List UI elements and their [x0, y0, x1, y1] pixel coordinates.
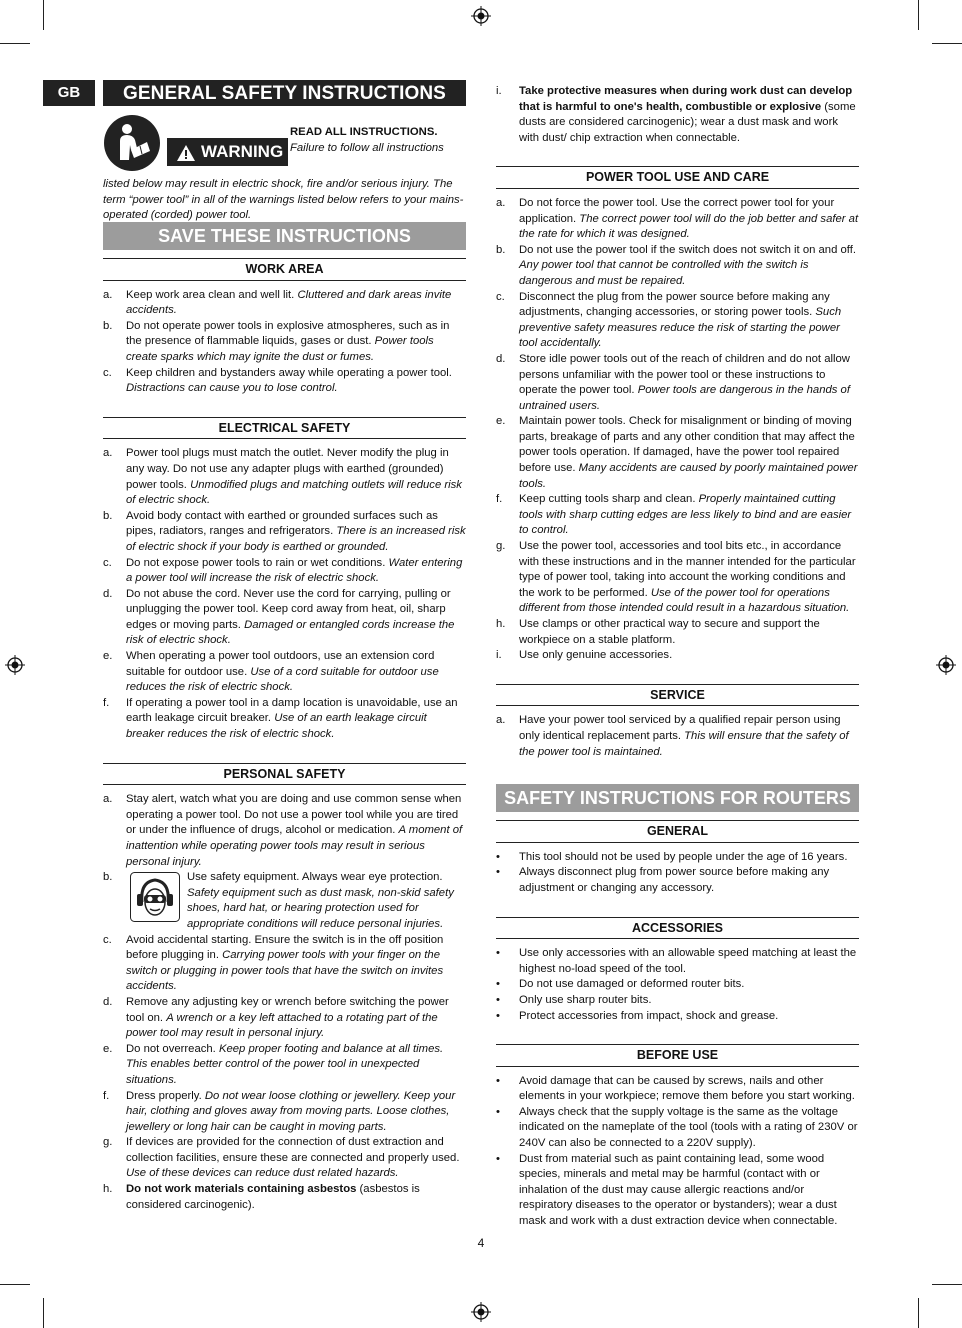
save-instructions-banner: SAVE THESE INSTRUCTIONS: [103, 222, 466, 250]
list-item-text: If devices are provided for the connection of dust extraction and collection facilities, ensure these are connected and properly used.: [126, 1136, 460, 1164]
warning-triangle-icon: [177, 145, 195, 161]
list-item-italic: There is an increased risk of electric shock if your body is earthed or grounded.: [126, 525, 466, 553]
list-item-text: Keep children and bystanders away while operating a power tool.: [126, 366, 452, 379]
list-item-text: Protect accessories from impact, shock and grease.: [519, 1009, 779, 1022]
list-item-label: h.: [496, 618, 506, 630]
list-item: [103, 1182, 466, 1213]
list-item-italic: A wrench or a key left attached to a rotating part of the power tool may result in personal injury.: [126, 1011, 438, 1040]
registration-mark-icon: [936, 655, 956, 675]
list-item: [496, 865, 859, 896]
registration-mark-icon: [471, 6, 491, 26]
list-item: [496, 1009, 859, 1025]
list-item-italic: Use of an earth leakage circuit breaker reduces the risk of electric shock.: [126, 712, 427, 741]
general-heading: GENERAL: [496, 820, 859, 843]
accessories-heading: ACCESSORIES: [496, 917, 859, 940]
registration-mark-icon: [471, 1302, 491, 1322]
list-item-italic: Water entering a power tool will increase the risk of electric shock.: [126, 556, 463, 585]
personal-heading: PERSONAL SAFETY: [103, 763, 466, 786]
list-item-label: f.: [103, 1089, 110, 1102]
list-item-text: If operating a power tool in a damp location is unavoidable, use an earth leakage circuit breaker.: [126, 696, 458, 725]
list-item-label: •: [496, 1105, 500, 1118]
list-item-label: d.: [103, 995, 113, 1008]
warning-label-text: WARNING: [201, 142, 284, 161]
list-item: [496, 648, 859, 664]
list-item: [496, 850, 859, 866]
list-item-italic: Properly maintained cutting tools with sharp cutting edges are less likely to bind and are easier to control.: [519, 493, 852, 537]
electrical-heading: ELECTRICAL SAFETY: [103, 417, 466, 440]
list-item-label: •: [496, 1152, 500, 1165]
list-item-text: Use only accessories with an allowable speed matching at least the highest no-load speed of the tool.: [519, 947, 857, 975]
list-item-label: e.: [103, 650, 113, 663]
list-item-label: g.: [103, 1136, 113, 1149]
list-item-label: b.: [103, 319, 113, 332]
crop-mark: [43, 1298, 44, 1328]
list-item: [496, 414, 859, 492]
warning-block: [103, 114, 466, 222]
list-item: [103, 696, 466, 743]
list-item: [103, 556, 466, 587]
crop-mark: [932, 1284, 962, 1285]
list-item: [103, 509, 466, 556]
list-item-label: c.: [496, 290, 505, 303]
list-item-label: a.: [103, 288, 113, 301]
list-item: [103, 319, 466, 366]
warning-text: [290, 125, 466, 156]
electrical-list: [103, 446, 466, 742]
list-item-label: •: [496, 1009, 500, 1022]
list-item-label: •: [496, 978, 500, 991]
list-item-italic: This will ensure that the safety of the power tool is maintained.: [519, 729, 849, 758]
list-item-text: Disconnect the plug from the power source before making any adjustments, changing accessories, or storing power tools.: [519, 290, 830, 319]
list-item-text: Do not overreach.: [126, 1042, 219, 1055]
list-item-text: Use the power tool, accessories and tool bits etc., in accordance with these instructions and in the manner intended for the particular type of power tool, taking into account the working conditions and the work to be performed.: [519, 540, 856, 599]
list-item-text: Avoid accidental starting. Ensure the switch is in the off position before plugging in.: [126, 933, 444, 962]
before-use-list: [496, 1074, 859, 1230]
list-item-label: e.: [496, 415, 506, 428]
crop-mark: [0, 43, 30, 44]
general-list: [496, 850, 859, 897]
service-list: [496, 713, 859, 760]
list-item-label: •: [496, 993, 500, 1006]
list-item-text: Store idle power tools out of the reach of children and do not allow persons unfamiliar with the power tool or these instructions to operate the power tool.: [519, 352, 850, 397]
list-item-text: Do not expose power tools to rain or wet conditions.: [126, 556, 389, 569]
list-item: [496, 993, 859, 1009]
crop-mark: [0, 1284, 30, 1285]
list-item: [103, 1135, 466, 1182]
list-item-text: Maintain power tools. Check for misalignment or binding of moving parts, breakage of parts and any other condition that may affect the power tools operation. If damaged, have the power tool repaired before use.: [519, 415, 855, 475]
list-item-text: Dust from material such as paint containing lead, some wood species, minerals and metal may be harmful (contact with or inhalation of the dust may cause allergic reactions and/or respiratory diseases to the operator or bystanders); wear a dust mask and work with a dust extraction device when connectable.: [519, 1152, 838, 1228]
list-item-italic: Keep proper footing and balance at all times. This enables better control of the power tool in unexpected situations.: [126, 1042, 444, 1086]
list-item-label: a.: [496, 714, 506, 727]
list-item-text: Do not operate power tools in explosive atmospheres, such as in the presence of flammable liquids, gases or dust.: [126, 319, 450, 348]
accessories-list: [496, 946, 859, 1024]
list-item: [103, 933, 466, 995]
list-item-text: Use clamps or other practical way to secure and support the workpiece on a stable platform.: [519, 618, 820, 646]
list-item: [103, 587, 466, 649]
left-column: [103, 80, 466, 1213]
list-item-label: b.: [496, 243, 506, 256]
list-item-label: d.: [496, 352, 506, 365]
list-item-italic: Carrying power tools with your finger on the switch or plugging in power tools that have the switch on invites accidents.: [126, 949, 444, 993]
list-item: [103, 792, 466, 870]
registration-mark-icon: [5, 655, 25, 675]
list-item: [496, 492, 859, 539]
list-item: [103, 1042, 466, 1089]
list-item-italic: Power tools create sparks which may ignite the dust or fumes.: [126, 335, 434, 363]
list-item-text: (some dusts are considered carcinogenic); wear a dust mask and work with dust/ chip extraction when connectable.: [519, 100, 856, 144]
list-item-italic: Any power tool that cannot be controlled with the switch is dangerous and must be repaired.: [519, 259, 809, 287]
list-item-text: Power tool plugs must match the outlet. Never modify the plug in any way. Do not use any adapter plugs with earthed (grounded) power tools.: [126, 447, 449, 491]
list-item-text: When operating a power tool outdoors, use an extension cord suitable for outdoor use.: [126, 650, 435, 678]
list-item-label: h.: [103, 1183, 113, 1196]
list-item-label: •: [496, 866, 500, 879]
list-item-label: b.: [103, 871, 113, 884]
list-item-text: Stay alert, watch what you are doing and use common sense when operating a power tool. Do not use a power tool while you are tired or under the influence of drugs, alcohol or medication.: [126, 793, 462, 837]
list-item-italic: Damaged or entangled cords increase the risk of electric shock.: [126, 618, 455, 647]
list-item-label: f.: [103, 696, 110, 709]
right-column: [496, 84, 859, 1230]
list-item-italic: The correct power tool will do the job better and safer at the rate for which it was designed.: [519, 212, 859, 241]
language-tab: GB: [43, 80, 95, 106]
list-item-text: Always disconnect plug from power source before making any adjustment or changing any accessory.: [519, 866, 830, 894]
list-item-label: f.: [496, 493, 503, 506]
list-item-text: Use only genuine accessories.: [519, 649, 673, 662]
list-item-text: Have your power tool serviced by a qualified repair person using only identical replacement parts.: [519, 714, 841, 742]
personal-list: [103, 933, 466, 1183]
list-item-text: Keep work area clean and well lit.: [126, 288, 298, 301]
list-item-label: a.: [103, 793, 113, 806]
list-item-text: Do not force the power tool. Use the correct power tool for your application.: [519, 196, 835, 225]
list-item-text: Only use sharp router bits.: [519, 993, 652, 1006]
list-item-bold: Take protective measures when during work dust can develop that is harmful to one's health, combustible or explosive: [519, 85, 853, 113]
list-item-italic: Use of these devices can reduce dust related hazards.: [126, 1167, 399, 1180]
list-item: [103, 446, 466, 508]
list-item-italic: Do not wear loose clothing or jewellery. Keep your hair, clothing and gloves away from moving parts. Loose clothes, jewellery or long hair can be caught in moving parts.: [126, 1089, 456, 1133]
list-item: [103, 366, 466, 397]
tool-use-heading: POWER TOOL USE AND CARE: [496, 166, 859, 189]
list-item-text: Dress properly.: [126, 1089, 205, 1102]
list-item-italic: Many accidents are caused by poorly maintained power tools.: [519, 462, 858, 490]
before-use-heading: BEFORE USE: [496, 1044, 859, 1067]
list-item-text: Keep cutting tools sharp and clean.: [519, 493, 699, 506]
crop-mark: [932, 43, 962, 44]
list-item: [496, 1152, 859, 1230]
list-item-label: e.: [103, 1042, 113, 1055]
warning-text-b: listed below may result in electric shock, fire and/or serious injury. The term “power tool” in all of the warnings listed below refers to your mains-operated (corded) power tool.: [103, 178, 464, 222]
list-item-label: •: [496, 947, 500, 960]
list-item-text: Do not use the power tool if the switch does not switch it on and off.: [519, 243, 857, 256]
list-item-label: a.: [103, 447, 113, 460]
list-item: [496, 243, 859, 290]
list-item: [496, 617, 859, 648]
list-item-text: Do not abuse the cord. Never use the cord for carrying, pulling or unplugging the power tool. Keep cord away from heat, oil, sharp edges or moving parts.: [126, 587, 451, 631]
list-item: [103, 995, 466, 1042]
list-item-italic: Use of a cord suitable for outdoor use reduces the risk of electric shock.: [126, 665, 439, 694]
list-item-italic: Power tools are dangerous in the hands of untrained users.: [519, 384, 850, 412]
list-item-label: d.: [103, 587, 113, 600]
list-item: [496, 352, 859, 414]
eye-protection-icon: [130, 872, 180, 922]
list-item-label: •: [496, 1074, 500, 1087]
list-item-label: i.: [496, 649, 502, 662]
list-item-label: c.: [103, 933, 112, 946]
work-area-list: [103, 288, 466, 397]
warning-label: [167, 138, 288, 166]
list-item: [103, 288, 466, 319]
list-item: [496, 539, 859, 617]
tool-use-list: [496, 196, 859, 664]
list-item: [496, 84, 859, 146]
warning-text-a: Failure to follow all instructions: [290, 141, 444, 154]
list-item-text: Use safety equipment. Always wear eye protection.: [187, 871, 443, 884]
list-item-text: Remove any adjusting key or wrench before switching the power tool on.: [126, 995, 449, 1024]
list-item-label: •: [496, 850, 500, 863]
work-area-heading: WORK AREA: [103, 258, 466, 281]
list-item-italic: Use of the power tool for operations different from those intended could result in a hazardous situation.: [519, 586, 850, 615]
list-item: [496, 977, 859, 993]
list-item-text: This tool should not be used by people under the age of 16 years.: [519, 850, 848, 863]
page-title: GENERAL SAFETY INSTRUCTIONS: [103, 80, 466, 106]
list-item: [103, 649, 466, 696]
list-item-italic: Unmodified plugs and matching outlets will reduce risk of electric shock.: [126, 478, 462, 507]
list-item-label: a.: [496, 196, 506, 209]
list-item-label: b.: [103, 509, 113, 522]
list-item-label: c.: [103, 556, 112, 569]
list-item: [103, 1089, 466, 1136]
list-item-text: (asbestos is considered carcinogenic).: [126, 1183, 420, 1211]
list-item-italic: Cluttered and dark areas invite accidents.: [126, 288, 452, 317]
crop-mark: [918, 1298, 919, 1328]
list-item-text: Avoid body contact with earthed or grounded surfaces such as pipes, radiators, ranges and refrigerators.: [126, 509, 438, 538]
routers-banner: SAFETY INSTRUCTIONS FOR ROUTERS: [496, 784, 859, 812]
crop-mark: [43, 0, 44, 30]
list-item: [496, 1074, 859, 1105]
list-item-italic: A moment of inattention while operating power tools may result in serious personal injury.: [126, 824, 463, 868]
list-item: [496, 196, 859, 243]
read-manual-icon: [103, 114, 161, 172]
crop-mark: [918, 0, 919, 30]
list-item: [496, 1105, 859, 1152]
page-number: 4: [477, 1236, 485, 1250]
list-item-italic: Such preventive safety measures reduce the risk of starting the power tool accidentally.: [519, 306, 842, 350]
list-item-label: c.: [103, 366, 112, 379]
list-item-text: Always check that the supply voltage is the same as the voltage indicated on the nameplate of the tool (tools with a rating of 230V or 240V can also be connected to a 220V supply).: [519, 1105, 858, 1150]
list-item-label: g.: [496, 540, 506, 553]
list-item-text: Avoid damage that can be caused by screws, nails and other elements in your workpiece; remove them before you start working.: [519, 1074, 855, 1103]
list-item: [103, 870, 466, 932]
list-item: [496, 946, 859, 977]
list-item-italic: Distractions can cause you to lose control.: [126, 382, 338, 395]
list-item-text: Do not use damaged or deformed router bits.: [519, 978, 745, 991]
list-item: [496, 713, 859, 760]
service-heading: SERVICE: [496, 684, 859, 707]
list-item-label: i.: [496, 85, 502, 97]
warning-lead: READ ALL INSTRUCTIONS.: [290, 126, 438, 138]
list-item: [496, 290, 859, 352]
list-item-bold: Do not work materials containing asbestos: [126, 1183, 357, 1196]
list-item-italic: Safety equipment such as dust mask, non-skid safety shoes, hard hat, or hearing protection used for appropriate conditions will reduce personal injuries.: [187, 886, 454, 930]
